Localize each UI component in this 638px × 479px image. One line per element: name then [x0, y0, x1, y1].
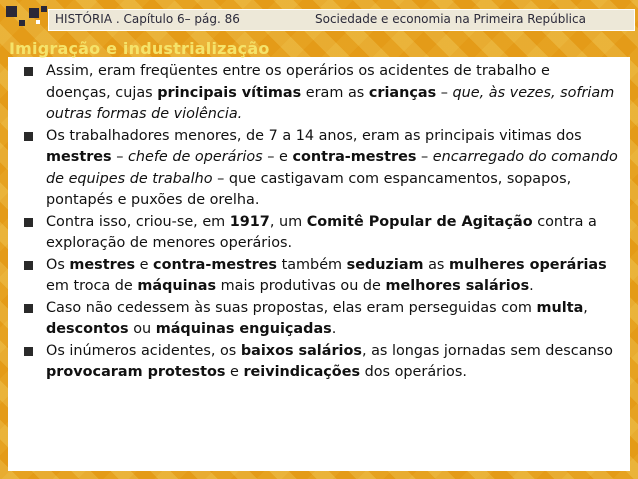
- bullet-item: [8, 212, 630, 255]
- square-bullet-icon: [24, 132, 33, 141]
- decorative-square: [6, 6, 17, 17]
- bullet-text-segment: e: [135, 256, 154, 273]
- bullet-text-segment: e: [225, 364, 244, 380]
- section-title: Imigração e industrialização: [9, 39, 270, 58]
- bullet-text-segment: máquinas enguiçadas: [155, 321, 332, 337]
- bullet-item: [8, 298, 630, 341]
- bullet-text-segment: .: [331, 321, 337, 337]
- decorative-square: [19, 20, 25, 26]
- bullet-text-segment: seduziam: [346, 256, 424, 273]
- bullet-text-segment: 1917: [229, 213, 270, 230]
- square-bullet-icon: [24, 347, 33, 356]
- square-bullet-icon: [24, 218, 33, 227]
- bullet-text-segment: –: [416, 149, 433, 165]
- bullet-text-segment: ou: [128, 321, 156, 337]
- bullet-text-segment: em troca de: [46, 278, 138, 294]
- bullet-text-segment: contra-mestres: [292, 149, 417, 165]
- bullet-text-segment: .: [529, 278, 534, 294]
- bullet-text-segment: as: [423, 256, 449, 273]
- slide-header: [48, 9, 635, 31]
- bullet-text-segment: Comitê Popular de Agitação: [306, 213, 533, 230]
- bullet-text-segment: , as longas jornadas sem descanso: [361, 342, 613, 359]
- square-bullet-icon: [24, 261, 33, 270]
- bullet-text-segment: contra a exploração de menores operários.: [46, 213, 597, 251]
- bullet-text-segment: também: [277, 256, 347, 273]
- bullet-text-segment: mestres: [69, 256, 136, 273]
- bullet-text-segment: principais vítimas: [157, 84, 302, 101]
- bullet-text-segment: máquinas: [137, 278, 217, 294]
- bullet-text-segment: – e: [262, 149, 293, 165]
- bullet-text-segment: Os trabalhadores menores, de 7 a 14 anos, eram as principais vitimas dos: [46, 127, 582, 144]
- bullet-text-segment: descontos: [46, 321, 129, 337]
- bullet-item: [8, 126, 630, 212]
- bullet-text-segment: eram as: [301, 84, 369, 101]
- bullet-text-segment: Os inúmeros acidentes, os: [46, 342, 241, 359]
- bullet-item: [8, 255, 630, 298]
- bullet-text-segment: baixos salários: [240, 342, 362, 359]
- content-panel: [8, 57, 630, 471]
- square-bullet-icon: [24, 67, 33, 76]
- bullet-text-segment: melhores salários: [385, 278, 530, 294]
- bullet-text-segment: contra-mestres: [153, 256, 277, 273]
- bullet-item: [8, 341, 630, 384]
- bullet-text-segment: –: [111, 149, 128, 165]
- bullet-text-segment: , um: [269, 213, 307, 230]
- bullet-text-segment: dos operários.: [360, 364, 467, 380]
- bullet-text-segment: crianças: [368, 84, 437, 101]
- chapter-reference: HISTÓRIA . Capítulo 6– pág. 86: [55, 12, 240, 26]
- bullet-text-segment: mestres: [46, 149, 112, 165]
- decorative-square: [36, 20, 40, 24]
- bullet-text-segment: provocaram protestos: [46, 364, 226, 380]
- bullet-text-segment: –: [436, 84, 453, 101]
- bullet-item: [8, 61, 630, 126]
- decorative-square: [41, 6, 47, 12]
- bullet-text-segment: Caso não cedessem às suas propostas, elas eram perseguidas com: [46, 299, 537, 316]
- square-bullet-icon: [24, 304, 33, 313]
- bullet-text-segment: Contra isso, criou-se, em: [46, 213, 230, 230]
- bullet-text-segment: ,: [583, 299, 588, 316]
- bullet-text-segment: Os: [46, 256, 70, 273]
- bullet-text-segment: multa: [536, 299, 584, 316]
- bullet-text-segment: encarregado do comando de equipes de trabalho: [46, 149, 618, 187]
- bullet-text-segment: Assim, eram freqüentes entre os operários os acidentes de trabalho e doenças, cujas: [46, 63, 550, 101]
- bullet-list: [8, 61, 630, 384]
- decorative-square: [29, 8, 39, 18]
- bullet-text-segment: mais produtivas ou de: [216, 278, 386, 294]
- topic-title: Sociedade e economia na Primeira República: [315, 12, 586, 26]
- bullet-text-segment: mulheres operárias: [449, 256, 607, 273]
- bullet-text-segment: reivindicações: [243, 364, 361, 380]
- bullet-text-segment: – que castigavam com espancamentos, sopapos, pontapés e puxões de orelha.: [46, 170, 572, 208]
- bullet-text-segment: chefe de operários: [127, 149, 263, 165]
- bullet-text-segment: que, às vezes, sofriam outras formas de violência.: [46, 84, 615, 122]
